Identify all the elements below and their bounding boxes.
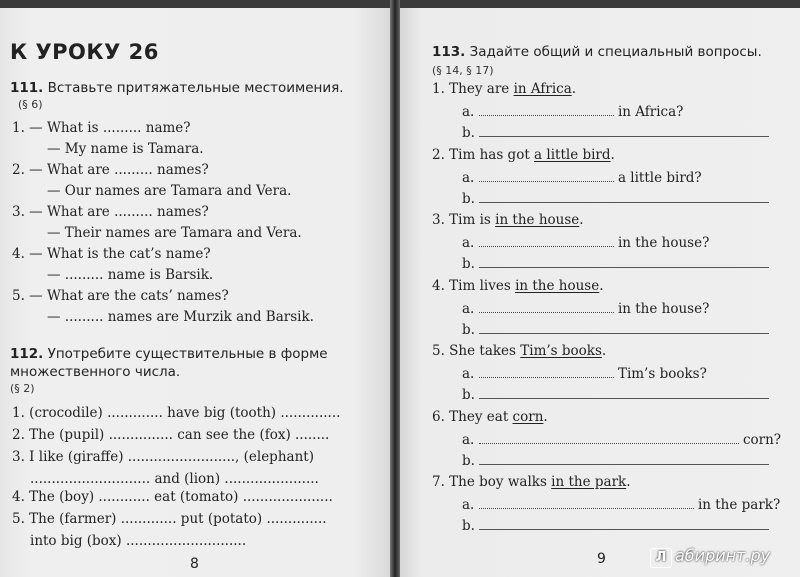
ex112-line: into big (box) ............................ bbox=[30, 533, 247, 549]
ex112-line: 2. The (pupil) ............... can see the (fox) ........ bbox=[12, 427, 330, 443]
labirint-logo-icon: Л bbox=[650, 548, 672, 568]
blank-line[interactable] bbox=[479, 255, 769, 268]
label-a: a. bbox=[462, 366, 475, 382]
label-b: b. bbox=[462, 452, 475, 469]
ex111-line: 2. — What are ......... names? bbox=[12, 162, 209, 178]
ex111-line: — ......... name is Barsik. bbox=[47, 267, 214, 283]
sentence-5 bbox=[432, 343, 606, 359]
lesson-heading: К УРОКУ 26 bbox=[10, 40, 159, 64]
ex112-line: 5. The (farmer) ............. put (potato) .............. bbox=[12, 511, 327, 527]
blank-line[interactable] bbox=[479, 386, 769, 399]
answer-line-a[interactable] bbox=[462, 169, 702, 186]
underlined-phrase: Tim’s books bbox=[520, 343, 602, 359]
ex112-line: 3. I like (giraffe) ........................., (elephant) bbox=[12, 449, 314, 465]
exercise-111-instruction: Вставьте притяжательные местоимения. bbox=[47, 80, 344, 96]
label-b: b. bbox=[462, 125, 475, 141]
answer-line-b[interactable] bbox=[462, 452, 769, 469]
label-a: a. bbox=[462, 497, 475, 513]
exercise-113-title bbox=[432, 44, 762, 60]
underlined-phrase: in the house bbox=[515, 277, 600, 294]
ex111-line: 5. — What are the cats’ names? bbox=[12, 288, 229, 304]
answer-line-b[interactable] bbox=[462, 517, 769, 534]
answer-line-a[interactable] bbox=[462, 496, 780, 513]
answer-line-b[interactable] bbox=[462, 255, 769, 272]
sentence-period: . bbox=[579, 212, 584, 228]
exercise-112-ref: (§ 2) bbox=[10, 382, 35, 395]
watermark-text: абиринт.ру bbox=[675, 546, 771, 565]
ex111-line: 3. — What are ......... names? bbox=[12, 204, 209, 220]
question-end: corn? bbox=[742, 431, 782, 448]
sentence-text: 4. Tim lives bbox=[432, 277, 516, 294]
labirint-watermark bbox=[650, 546, 770, 568]
underlined-phrase: in the house bbox=[495, 212, 580, 228]
ex112-line: 4. The (boy) ............ eat (tomato) ..................... bbox=[12, 489, 333, 505]
sentence-text: 6. They eat bbox=[432, 408, 513, 425]
sentence-1 bbox=[432, 81, 576, 97]
underlined-phrase: corn bbox=[512, 408, 544, 425]
blank-line[interactable] bbox=[479, 103, 614, 116]
blank-line[interactable] bbox=[479, 169, 614, 182]
blank-line[interactable] bbox=[479, 496, 694, 509]
blank-line[interactable] bbox=[479, 124, 769, 137]
label-b: b. bbox=[462, 518, 475, 534]
sentence-period: . bbox=[610, 146, 615, 163]
underlined-phrase: in Africa bbox=[513, 81, 572, 97]
label-a: a. bbox=[462, 169, 475, 186]
blank-line[interactable] bbox=[479, 190, 769, 203]
label-b: b. bbox=[462, 387, 475, 403]
label-b: b. bbox=[462, 321, 475, 338]
sentence-period: . bbox=[543, 408, 548, 425]
exercise-111-title bbox=[10, 80, 344, 96]
sentence-text: 7. The boy walks bbox=[432, 474, 552, 490]
sentence-6 bbox=[432, 409, 548, 425]
sentence-7 bbox=[432, 474, 631, 490]
answer-line-a[interactable] bbox=[462, 300, 709, 317]
question-end: in the house? bbox=[617, 235, 710, 251]
ex111-line: — My name is Tamara. bbox=[47, 141, 204, 157]
answer-line-b[interactable] bbox=[462, 321, 769, 338]
sentence-3 bbox=[432, 212, 584, 228]
blank-line[interactable] bbox=[479, 431, 739, 444]
answer-line-a[interactable] bbox=[462, 103, 683, 120]
blank-line[interactable] bbox=[479, 234, 614, 247]
sentence-4 bbox=[432, 278, 604, 294]
question-end: Tim’s books? bbox=[617, 366, 707, 382]
answer-line-a[interactable] bbox=[462, 365, 707, 382]
answer-line-b[interactable] bbox=[462, 124, 769, 141]
blank-line[interactable] bbox=[479, 300, 614, 313]
exercise-111-number: 111. bbox=[10, 80, 44, 96]
sentence-period: . bbox=[626, 474, 631, 490]
exercise-112-number: 112. bbox=[10, 346, 44, 362]
ex112-line: ............................ and (lion) ...................... bbox=[30, 471, 319, 487]
exercise-113-number: 113. bbox=[432, 44, 466, 60]
exercise-113-ref: (§ 14, § 17) bbox=[432, 64, 494, 77]
book-gutter bbox=[390, 0, 400, 577]
exercise-112-instruction: Употребите существительные в форме bbox=[47, 346, 328, 362]
exercise-112-title bbox=[10, 346, 328, 362]
underlined-phrase: in the park bbox=[551, 474, 627, 490]
question-end: in Africa? bbox=[617, 104, 684, 120]
ex111-line: — ......... names are Murzik and Barsik. bbox=[47, 309, 314, 325]
sentence-period: . bbox=[601, 343, 607, 359]
blank-line[interactable] bbox=[479, 321, 769, 334]
sentence-text: 3. Tim is bbox=[432, 212, 496, 228]
label-a: a. bbox=[462, 300, 475, 317]
ex111-line: 4. — What is the cat’s name? bbox=[12, 246, 211, 262]
underlined-phrase: a little bird bbox=[534, 146, 611, 163]
blank-line[interactable] bbox=[479, 517, 769, 530]
label-a: a. bbox=[462, 104, 475, 120]
page-number-right: 9 bbox=[597, 551, 606, 567]
ex111-line: — Our names are Tamara and Vera. bbox=[47, 183, 292, 199]
ex112-line: 1. (crocodile) ............. have big (tooth) .............. bbox=[12, 405, 341, 421]
label-b: b. bbox=[462, 190, 475, 207]
answer-line-b[interactable] bbox=[462, 190, 769, 207]
sentence-period: . bbox=[571, 81, 577, 97]
question-end: in the house? bbox=[617, 300, 710, 317]
sentence-text: 2. Tim has got bbox=[432, 146, 535, 163]
question-end: in the park? bbox=[697, 497, 781, 513]
answer-line-b[interactable] bbox=[462, 386, 769, 403]
exercise-113-instruction: Задайте общий и специальный вопросы. bbox=[469, 44, 762, 60]
label-a: a. bbox=[462, 431, 475, 448]
blank-line[interactable] bbox=[479, 452, 769, 465]
ex111-line: — Their names are Tamara and Vera. bbox=[47, 225, 302, 241]
sentence-text: 1. They are bbox=[432, 81, 514, 97]
question-end: a little bird? bbox=[617, 169, 702, 186]
sentence-period: . bbox=[599, 277, 604, 294]
ex111-line: 1. — What is ......... name? bbox=[12, 120, 191, 136]
page-number-left: 8 bbox=[190, 556, 199, 572]
exercise-111-ref: (§ 6) bbox=[18, 98, 43, 111]
sentence-text: 5. She takes bbox=[432, 343, 521, 359]
exercise-112-instruction-line2: множественного числа. bbox=[10, 364, 181, 380]
sentence-2 bbox=[432, 147, 615, 163]
answer-line-a[interactable] bbox=[462, 431, 781, 448]
blank-line[interactable] bbox=[479, 365, 614, 378]
answer-line-a[interactable] bbox=[462, 234, 709, 251]
label-b: b. bbox=[462, 256, 475, 272]
label-a: a. bbox=[462, 235, 475, 251]
